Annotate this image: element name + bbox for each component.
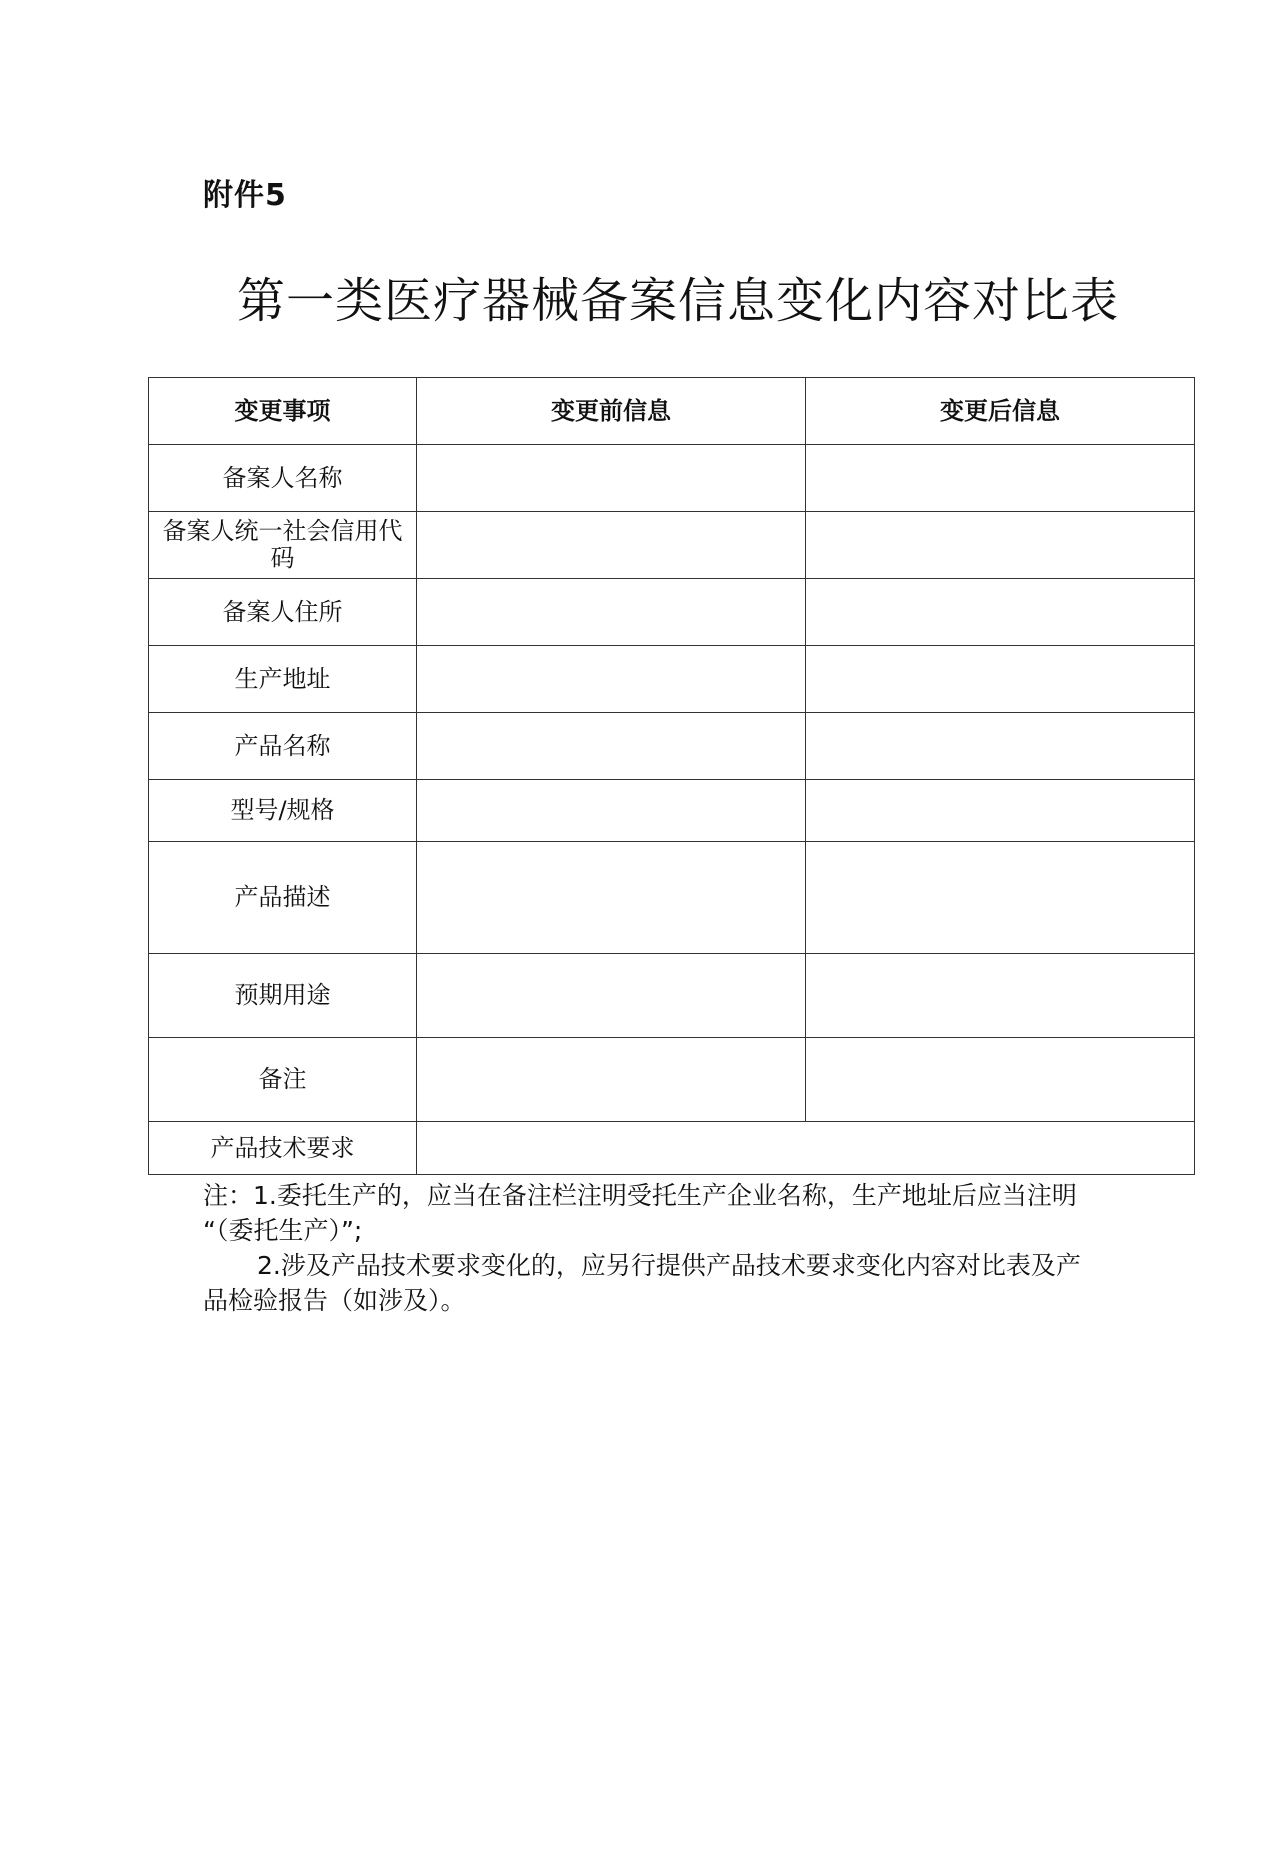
after-cell[interactable] bbox=[806, 842, 1195, 954]
row-label: 预期用途 bbox=[149, 954, 417, 1038]
after-cell[interactable] bbox=[806, 646, 1195, 713]
before-cell[interactable] bbox=[417, 780, 806, 842]
table-row bbox=[149, 780, 1195, 842]
row-label: 生产地址 bbox=[149, 646, 417, 713]
after-cell[interactable] bbox=[806, 954, 1195, 1038]
before-cell[interactable] bbox=[417, 954, 806, 1038]
after-cell[interactable] bbox=[806, 579, 1195, 646]
before-cell[interactable] bbox=[417, 579, 806, 646]
after-cell[interactable] bbox=[806, 512, 1195, 579]
before-cell[interactable] bbox=[417, 1038, 806, 1122]
after-cell[interactable] bbox=[806, 445, 1195, 512]
table-row bbox=[149, 646, 1195, 713]
document-title: 第一类医疗器械备案信息变化内容对比表 bbox=[236, 273, 1119, 329]
before-cell[interactable] bbox=[417, 842, 806, 954]
note-line: 注：1.委托生产的，应当在备注栏注明受托生产企业名称，生产地址后应当注明 bbox=[203, 1181, 1077, 1210]
after-cell[interactable] bbox=[806, 780, 1195, 842]
table-row bbox=[149, 954, 1195, 1038]
header-before-info: 变更前信息 bbox=[417, 378, 806, 445]
tech-requirements-cell[interactable] bbox=[417, 1122, 1195, 1175]
comparison-table bbox=[148, 377, 1195, 1175]
table-row bbox=[149, 1038, 1195, 1122]
before-cell[interactable] bbox=[417, 512, 806, 579]
before-cell[interactable] bbox=[417, 713, 806, 780]
after-cell[interactable] bbox=[806, 1038, 1195, 1122]
table-row bbox=[149, 1122, 1195, 1175]
notes-section bbox=[203, 1178, 1163, 1318]
row-label: 产品名称 bbox=[149, 713, 417, 780]
note-line: 品检验报告（如涉及）。 bbox=[203, 1286, 466, 1315]
table-row bbox=[149, 512, 1195, 579]
row-label: 产品描述 bbox=[149, 842, 417, 954]
header-after-info: 变更后信息 bbox=[806, 378, 1195, 445]
after-cell[interactable] bbox=[806, 713, 1195, 780]
table-header-row bbox=[149, 378, 1195, 445]
header-change-item: 变更事项 bbox=[149, 378, 417, 445]
attachment-label: 附件5 bbox=[203, 178, 287, 213]
row-label: 备案人统一社会信用代码 bbox=[149, 512, 417, 579]
table-row bbox=[149, 579, 1195, 646]
row-label: 产品技术要求 bbox=[149, 1122, 417, 1175]
row-label: 备注 bbox=[149, 1038, 417, 1122]
table-row bbox=[149, 842, 1195, 954]
before-cell[interactable] bbox=[417, 646, 806, 713]
note-line: 2.涉及产品技术要求变化的，应另行提供产品技术要求变化内容对比表及产 bbox=[257, 1251, 1081, 1280]
table-row bbox=[149, 713, 1195, 780]
note-line: “（委托生产）”; bbox=[203, 1216, 363, 1245]
row-label: 备案人住所 bbox=[149, 579, 417, 646]
row-label: 型号/规格 bbox=[149, 780, 417, 842]
table-row bbox=[149, 445, 1195, 512]
before-cell[interactable] bbox=[417, 445, 806, 512]
row-label: 备案人名称 bbox=[149, 445, 417, 512]
